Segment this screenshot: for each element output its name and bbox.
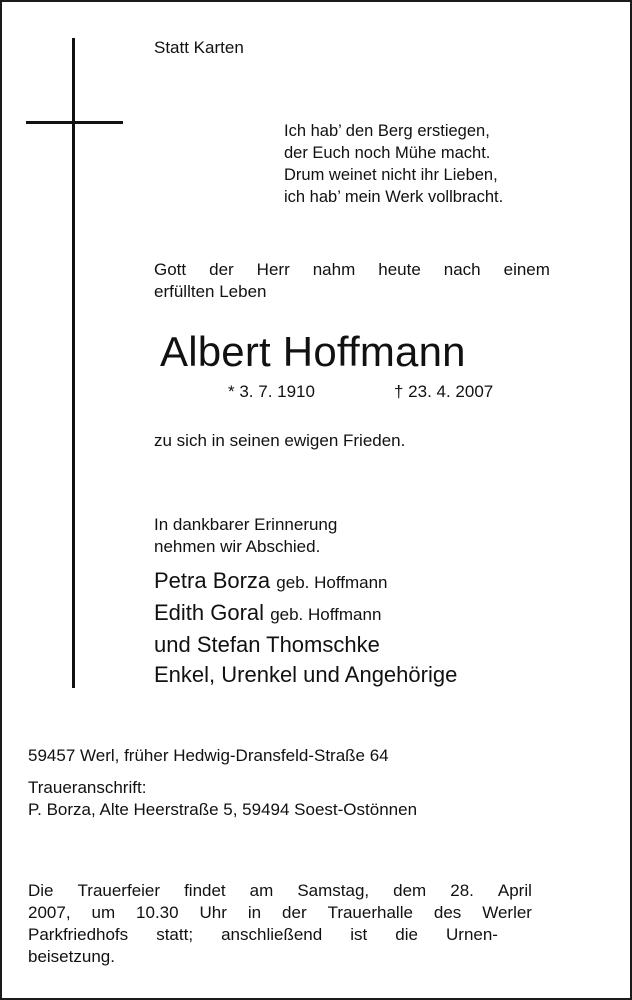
ceremony-line-4: beisetzung.	[28, 947, 115, 966]
poem-line: Ich hab’ den Berg erstiegen,	[284, 122, 490, 140]
ceremony-word: statt;	[156, 925, 194, 944]
mourning-address-label: Traueranschrift:	[28, 778, 147, 797]
family-member-stefan: und Stefan Thomschke	[154, 632, 380, 657]
intro-word: nach	[443, 260, 481, 279]
poem-line: der Euch noch Mühe macht.	[284, 144, 491, 162]
intro-text	[154, 259, 550, 303]
cross-vertical-bar	[72, 38, 75, 688]
family-name: Edith Goral	[154, 600, 265, 625]
ceremony-word: Werler	[482, 903, 532, 922]
ceremony-word: 10.30	[136, 903, 179, 922]
ceremony-word: ist	[350, 925, 368, 944]
mourning-address	[28, 777, 417, 821]
family-member-edith	[154, 598, 457, 630]
family-name: Petra Borza	[154, 568, 271, 593]
intro-word: einem	[503, 260, 550, 279]
intro-word: Gott	[154, 260, 187, 279]
intro-word: heute	[378, 260, 421, 279]
poem-line: ich hab’ mein Werk vollbracht.	[284, 188, 504, 206]
family-member-petra	[154, 566, 457, 598]
birth-date: * 3. 7. 1910	[228, 382, 315, 401]
ceremony-word: April	[497, 881, 532, 900]
poem	[284, 120, 503, 208]
ceremony-word: Parkfriedhofs	[28, 925, 129, 944]
ceremony-word: dem	[393, 881, 427, 900]
ceremony-line-3	[28, 924, 498, 946]
ceremony-line-2	[28, 902, 532, 924]
ceremony-word: 28.	[450, 881, 474, 900]
maiden-name-note: geb. Hoffmann	[276, 573, 388, 592]
family-others: Enkel, Urenkel und Angehörige	[154, 662, 458, 687]
intro-word: Herr	[256, 260, 290, 279]
ceremony-word: des	[433, 903, 462, 922]
ceremony-word: anschließend	[221, 925, 323, 944]
memory-line: In dankbarer Erinnerung	[154, 515, 338, 534]
memory-line: nehmen wir Abschied.	[154, 537, 321, 556]
ceremony-word: der	[282, 903, 307, 922]
cross-horizontal-bar	[26, 121, 123, 124]
ceremony-word: Samstag,	[297, 881, 370, 900]
peace-text: zu sich in seinen ewigen Frieden.	[154, 431, 406, 450]
maiden-name-note: geb. Hoffmann	[270, 605, 382, 624]
ceremony-word: 2007,	[28, 903, 71, 922]
intro-line-1	[154, 259, 550, 281]
ceremony-word: in	[247, 903, 262, 922]
ceremony-word: Urnen-	[446, 925, 498, 944]
intro-word: nahm	[312, 260, 356, 279]
memory-text	[154, 514, 337, 558]
ceremony-line-1	[28, 880, 532, 902]
ceremony-word: die	[395, 925, 418, 944]
intro-word: der	[209, 260, 234, 279]
ceremony-word: findet	[184, 881, 226, 900]
deceased-name: Albert Hoffmann	[160, 328, 466, 375]
ceremony-word: Trauerfeier	[77, 881, 161, 900]
death-date: † 23. 4. 2007	[394, 382, 494, 401]
poem-line: Drum weinet nicht ihr Lieben,	[284, 166, 498, 184]
ceremony-word: um	[91, 903, 116, 922]
ceremony-word: Uhr	[199, 903, 227, 922]
mourning-address-value: P. Borza, Alte Heerstraße 5, 59494 Soest-Ostönnen	[28, 800, 418, 819]
ceremony-word: am	[249, 881, 274, 900]
family-signatures	[154, 566, 457, 690]
ceremony-word: Trauerhalle	[327, 903, 413, 922]
residence-address: 59457 Werl, früher Hedwig-Dransfeld-Straße 64	[28, 746, 389, 765]
header-text: Statt Karten	[154, 38, 244, 57]
intro-line-2: erfüllten Leben	[154, 282, 267, 301]
ceremony-word: Die	[28, 881, 54, 900]
ceremony-text	[28, 880, 532, 968]
